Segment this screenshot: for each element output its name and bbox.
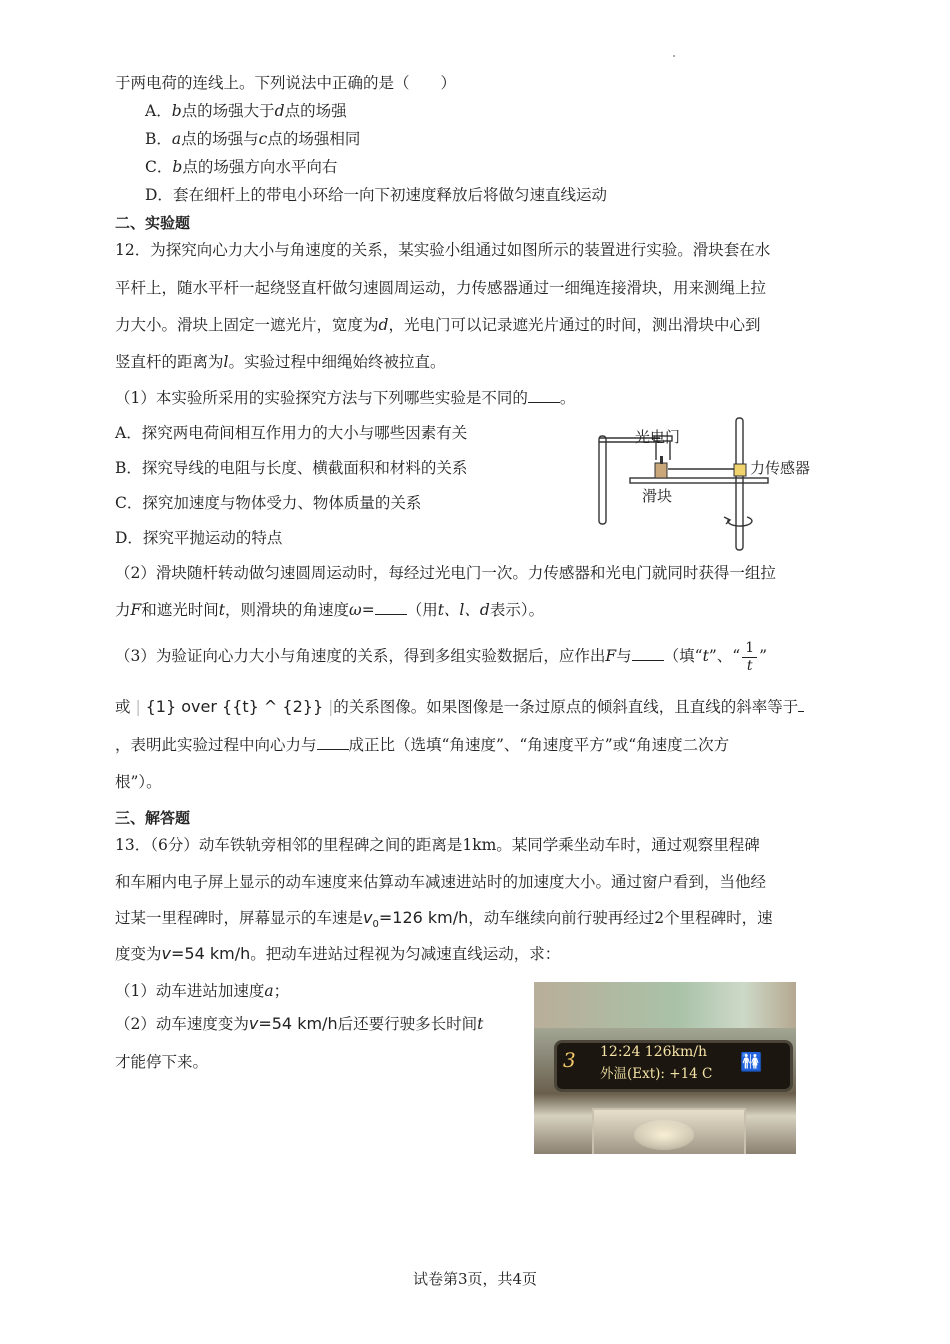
q12-option-c: C．探究加速度与物体受力、物体质量的关系 bbox=[115, 494, 422, 512]
section-3-title: 三、解答题 bbox=[115, 809, 191, 827]
left-stand bbox=[599, 436, 606, 524]
q11-option-b: B．a点的场强与c点的场强相同 bbox=[145, 130, 361, 148]
q12-sub3-line3: ，表明此实验过程中向心力与 成正比（选填“角速度”、“角速度平方”或“角速度二次方 bbox=[115, 736, 730, 754]
q13-para-2: 和车厢内电子屏上显示的动车速度来估算动车减速进站时的加速度大小。通过窗户看到，当他经 bbox=[115, 873, 767, 891]
q11-option-c: C．b点的场强方向水平向右 bbox=[145, 158, 338, 176]
car-number: 3 bbox=[563, 1048, 576, 1072]
rotation-arrow bbox=[728, 517, 752, 526]
screen-time-speed: 12:24 126km/h bbox=[600, 1044, 708, 1060]
q12-option-b: B．探究导线的电阻与长度、横截面积和材料的关系 bbox=[115, 459, 468, 477]
q13-para-1: 13．（6分）动车铁轨旁相邻的里程碑之间的距离是1km。某同学乘坐动车时，通过观察里程碑 bbox=[115, 836, 760, 854]
q12-para-3: 力大小。滑块上固定一遮光片，宽度为d，光电门可以记录遮光片通过的时间，测出滑块中心到 bbox=[115, 316, 761, 334]
q12-para-1: 12．为探究向心力大小与角速度的关系，某实验小组通过如图所示的装置进行实验。滑块套在水 bbox=[115, 241, 771, 259]
horizontal-rod bbox=[630, 478, 768, 483]
q13-para-4: 度变为v=54 km/h。把动车进站过程视为匀减速直线运动，求： bbox=[115, 944, 561, 963]
q12-sub2-line2: 力F和遮光时间t，则滑块的角速度ω= （用t、l、d表示）。 bbox=[115, 601, 545, 619]
q12-option-a: A．探究两电荷间相互作用力的大小与哪些因素有关 bbox=[115, 424, 468, 442]
q13-sub1: （1）动车进站加速度a； bbox=[115, 982, 290, 1000]
answer-blank bbox=[317, 735, 349, 750]
experiment-apparatus-figure bbox=[590, 416, 830, 552]
q13-sub2-cont: 才能停下来。 bbox=[115, 1053, 209, 1071]
q13-sub2: （2）动车速度变为v=54 km/h后还要行驶多长时间t bbox=[115, 1014, 484, 1033]
force-sensor bbox=[734, 464, 746, 476]
toilet-sign-icon: 🚻 bbox=[740, 1052, 763, 1073]
light-blocker bbox=[660, 456, 663, 464]
answer-blank bbox=[528, 388, 560, 403]
fraction-one-over-t: $\frac{1}{t}$ bbox=[742, 640, 757, 675]
q11-stem-tail: 于两电荷的连线上。下列说法中正确的是（ ） bbox=[115, 74, 457, 92]
answer-blank bbox=[375, 600, 407, 615]
slider-block bbox=[655, 463, 667, 478]
q12-sub3-line1: （3）为验证向心力大小与角速度的关系，得到多组实验数据后，应作出F与 （填“t”、“ $\frac{1}{t}$ ” bbox=[115, 639, 768, 674]
page-footer: 试卷第3页，共4页 bbox=[412, 1270, 538, 1288]
label-slider: 滑块 bbox=[642, 487, 673, 505]
label-photogate: 光电门 bbox=[635, 428, 681, 446]
scan-dot bbox=[673, 55, 675, 57]
q12-option-d: D．探究平抛运动的特点 bbox=[115, 529, 283, 547]
screen-temperature: 外温(Ext): +14 C bbox=[600, 1066, 713, 1082]
q12-sub3-line2: 或 | {1} over {{t} ^ {2}} |的关系图像。如果图像是一条过原点的倾斜直线，且直线的斜率等于 bbox=[115, 697, 804, 717]
q12-para-2: 平杆上，随水平杆一起绕竖直杆做匀速圆周运动，力传感器通过一细绳连接滑块，用来测绳上拉 bbox=[115, 279, 767, 297]
q12-sub3-line4: 根”）。 bbox=[115, 773, 162, 791]
q12-sub1: （1）本实验所采用的实验探究方法与下列哪些实验是不同的 。 bbox=[115, 389, 576, 407]
q11-option-a: A．b点的场强大于d点的场强 bbox=[145, 102, 347, 120]
vertical-rod bbox=[736, 418, 743, 550]
q11-option-d: D．套在细杆上的带电小环给一向下初速度释放后将做匀速直线运动 bbox=[145, 186, 607, 204]
answer-blank bbox=[632, 646, 664, 661]
label-force-sensor: 力传感器 bbox=[750, 459, 811, 477]
q12-para-4: 竖直杆的距离为l。实验过程中细绳始终被拉直。 bbox=[115, 353, 446, 371]
q12-sub2-line1: （2）滑块随杆转动做匀速圆周运动时，每经过光电门一次。力传感器和光电门就同时获得一组拉 bbox=[115, 564, 776, 582]
q13-para-3: 过某一里程碑时，屏幕显示的车速是$v_0=126$ km/h，动车继续向前行驶再经过2个里程碑时，速 bbox=[115, 908, 773, 931]
section-2-title: 二、实验题 bbox=[115, 214, 191, 232]
train-display-photo bbox=[534, 982, 796, 1154]
answer-blank bbox=[798, 697, 804, 712]
